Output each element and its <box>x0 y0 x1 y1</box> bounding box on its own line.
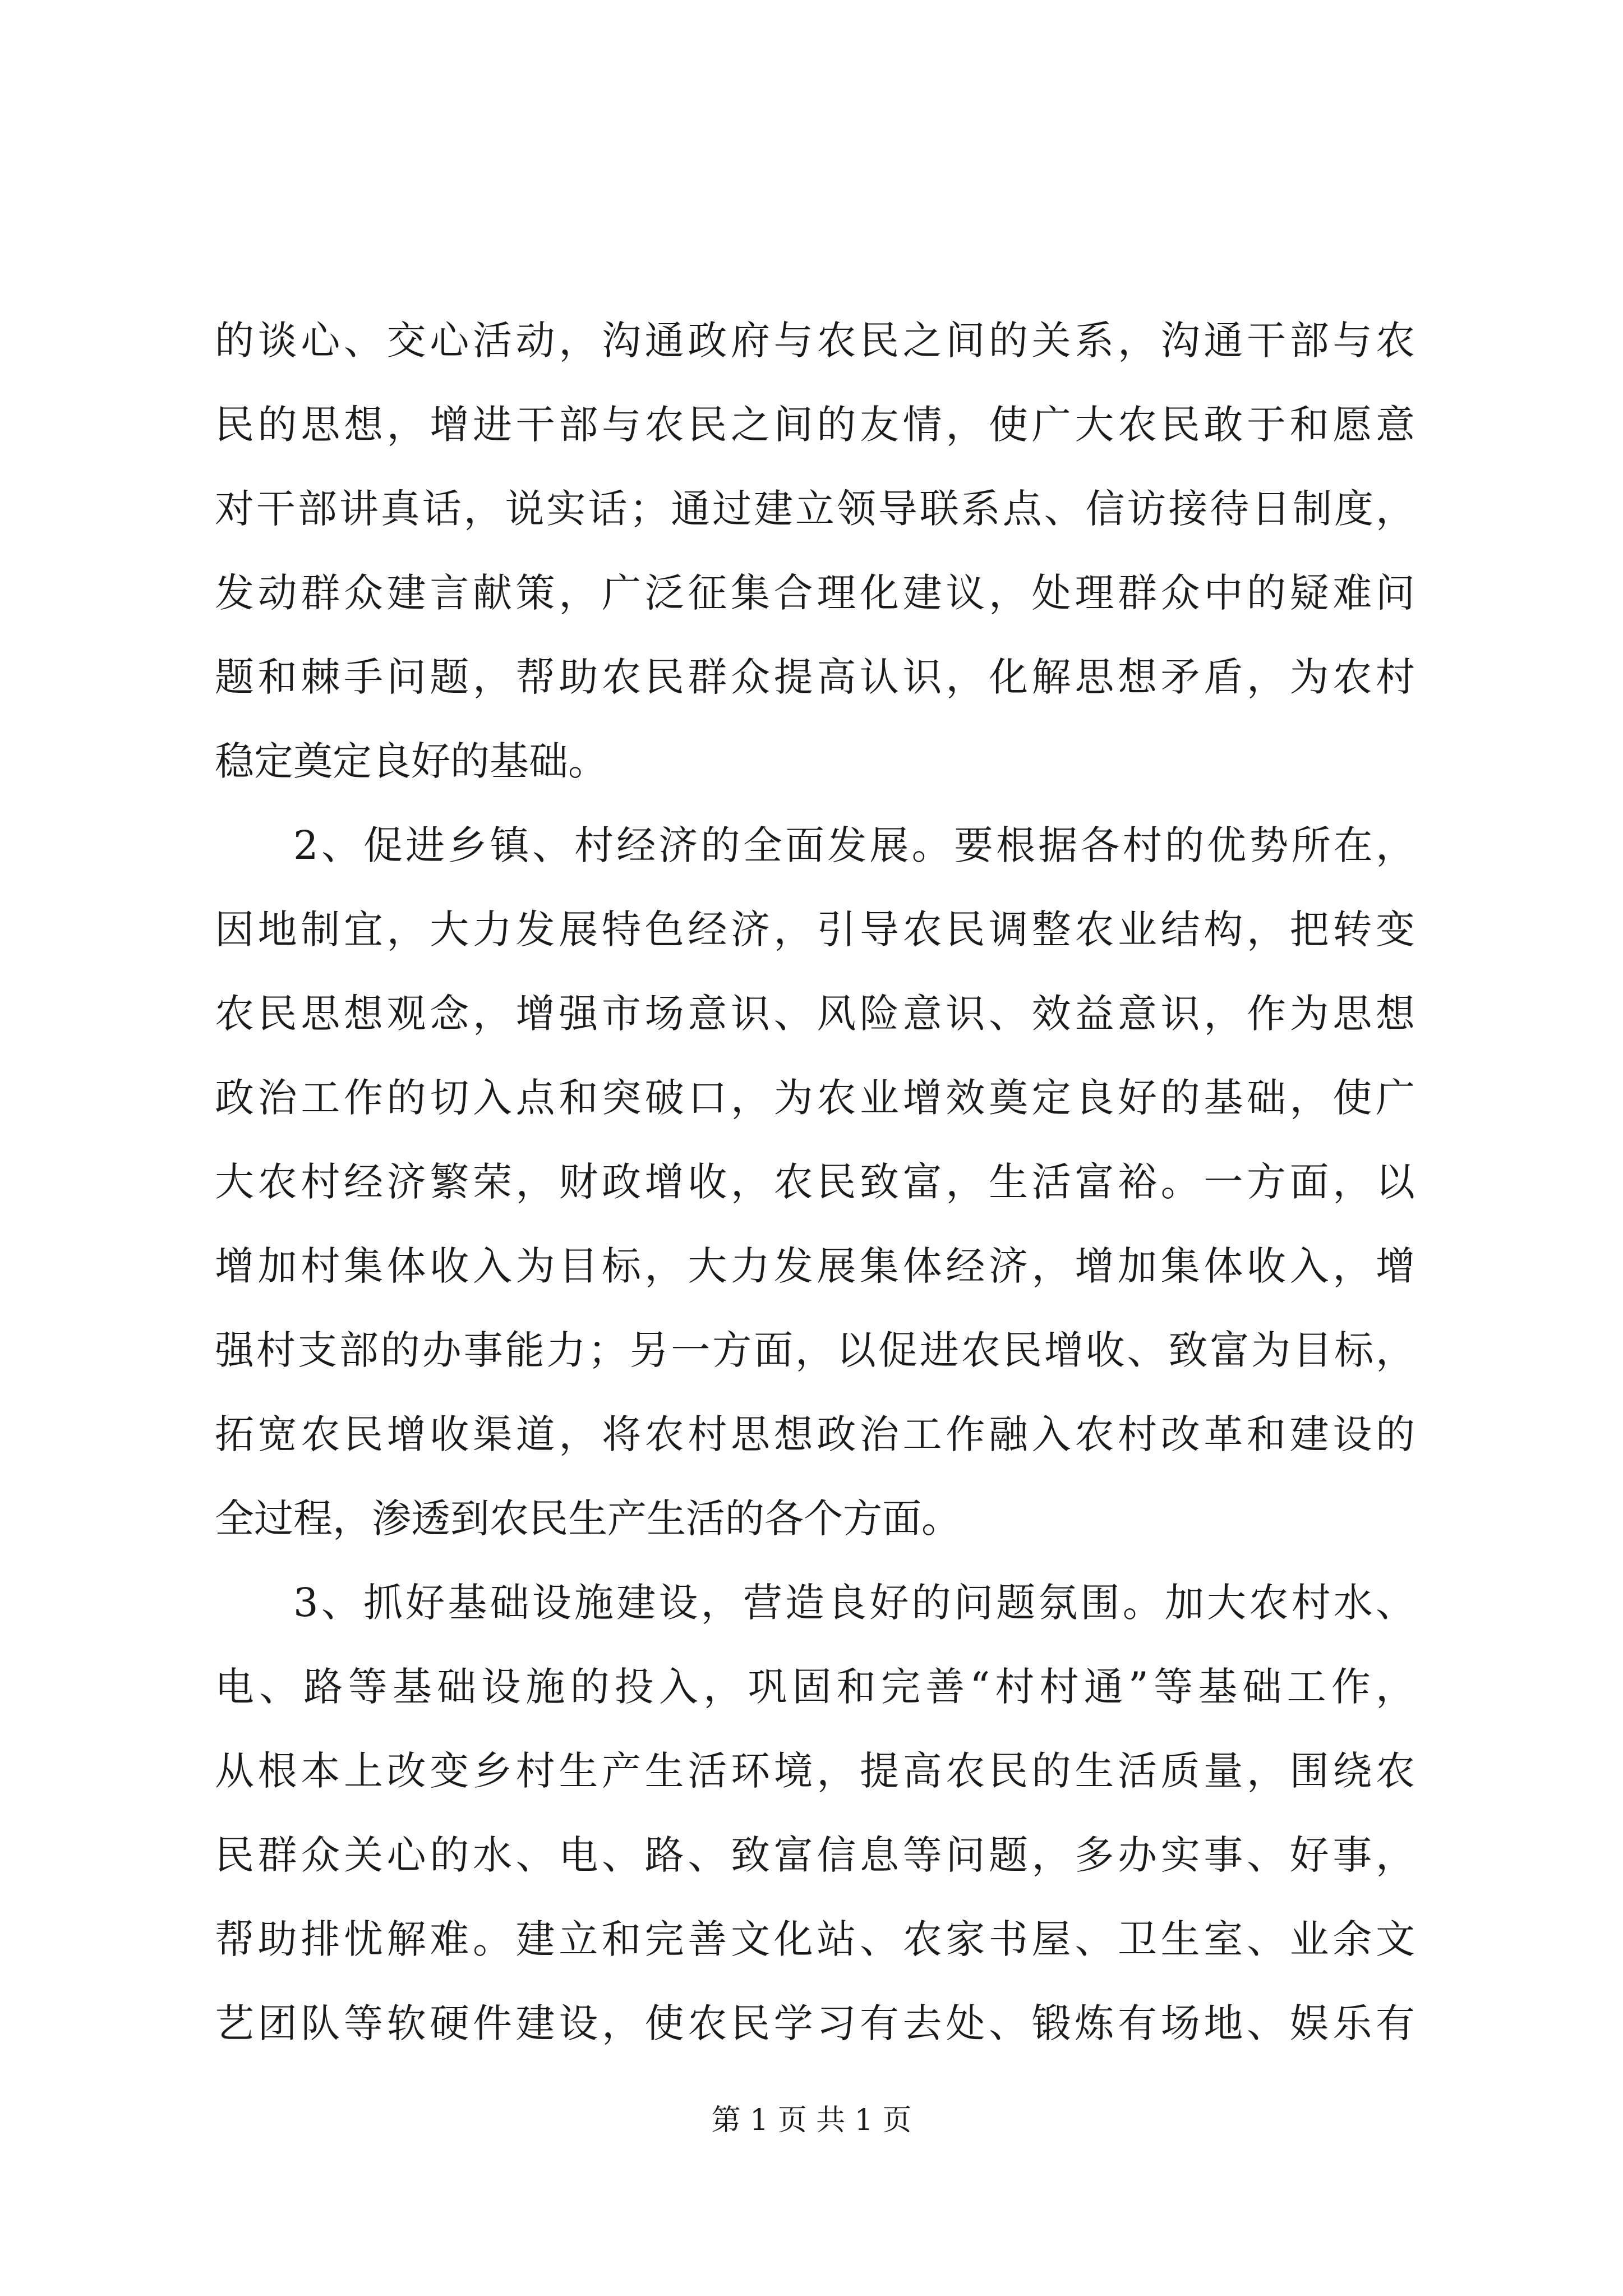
text-line: 艺团队等软硬件建设，使农民学习有去处、锻炼有场地、娱乐有 <box>215 2000 1415 2046</box>
text-line: 发动群众建言献策，广泛征集合理化建议，处理群众中的疑难问 <box>215 570 1415 616</box>
text-line: 的谈心、交心活动，沟通政府与农民之间的关系，沟通干部与农 <box>215 318 1415 364</box>
text-line: 因地制宜，大力发展特色经济，引导农民调整农业结构，把转变 <box>215 907 1415 953</box>
paragraph-1 <box>215 298 1415 803</box>
text-line: 全过程，渗透到农民生产生活的各个方面。 <box>215 1496 961 1542</box>
text-line: 帮助排忧解难。建立和完善文化站、农家书屋、卫生室、业余文 <box>215 1916 1415 1962</box>
page-footer: 第 1 页 共 1 页 <box>711 2104 912 2137</box>
text-line: 农民思想观念，增强市场意识、风险意识、效益意识，作为思想 <box>215 991 1415 1037</box>
text-line: 3、抓好基础设施建设，营造良好的问题氛围。加大农村水、 <box>293 1580 1415 1626</box>
text-line: 拓宽农民增收渠道，将农村思想政治工作融入农村改革和建设的 <box>215 1411 1415 1457</box>
text-line: 电、路等基础设施的投入，巩固和完善“村村通”等基础工作， <box>215 1664 1415 1710</box>
text-line: 强村支部的办事能力；另一方面，以促进农民增收、致富为目标， <box>215 1327 1415 1373</box>
paragraph-3 <box>215 1561 1415 2065</box>
paragraph-2 <box>215 803 1415 1561</box>
text-line: 民的思想，增进干部与农民之间的友情，使广大农民敢于和愿意 <box>215 402 1415 448</box>
text-line: 政治工作的切入点和突破口，为农业增效奠定良好的基础，使广 <box>215 1075 1415 1121</box>
text-line: 民群众关心的水、电、路、致富信息等问题，多办实事、好事， <box>215 1832 1415 1878</box>
text-line: 题和棘手问题，帮助农民群众提高认识，化解思想矛盾，为农村 <box>215 654 1415 700</box>
text-line: 增加村集体收入为目标，大力发展集体经济，增加集体收入，增 <box>215 1243 1415 1289</box>
text-line: 从根本上改变乡村生产生活环境，提高农民的生活质量，围绕农 <box>215 1748 1415 1794</box>
text-line: 对干部讲真话，说实话；通过建立领导联系点、信访接待日制度， <box>215 486 1415 532</box>
document-body <box>215 298 1415 2065</box>
text-line: 2、促进乡镇、村经济的全面发展。要根据各村的优势所在， <box>293 822 1415 868</box>
text-line: 大农村经济繁荣，财政增收，农民致富，生活富裕。一方面，以 <box>215 1159 1415 1205</box>
text-line: 稳定奠定良好的基础。 <box>215 738 607 784</box>
